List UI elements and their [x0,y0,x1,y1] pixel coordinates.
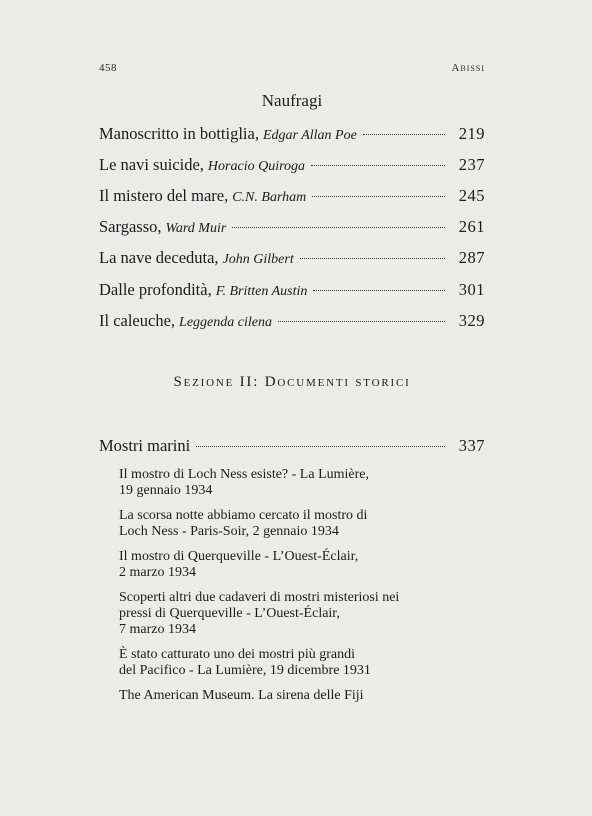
entry-title: Il caleuche, [99,311,176,330]
entry-title: Sargasso, [99,217,162,236]
section-title: Naufragi [261,91,323,110]
subentry-line: La scorsa notte abbiamo cercato il mostro di [119,508,368,523]
subentry [119,467,449,499]
subentry-line: 7 marzo 1934 [119,622,196,637]
dot-leader [196,446,445,447]
subentry [119,549,449,581]
subentry [119,647,449,679]
toc-entry [99,186,485,210]
entry-title: Le navi suicide, [99,155,204,174]
entry-author: Edgar Allan Poe [262,128,357,143]
subentry-line: Il mostro di Querqueville - L’Ouest-Éclair, [119,549,359,564]
entry-author: F. Britten Austin [215,284,308,299]
toc-entry [99,124,485,148]
entry-title: Mostri marini [99,436,191,455]
toc-entry [99,155,485,179]
subentry-line: Scoperti altri due cadaveri di mostri misteriosi nei [119,590,400,605]
dot-leader [363,134,445,135]
entry-author: Horacio Quiroga [207,159,306,174]
toc-entry-mostri [99,436,485,460]
subentry-line: Loch Ness - Paris-Soir, 2 gennaio 1934 [119,524,339,539]
entry-page: 245 [458,186,485,205]
subentry [119,590,449,638]
entry-page: 287 [458,248,485,267]
entry-page: 301 [458,280,485,299]
dot-leader [311,165,445,166]
toc-entry [99,248,485,272]
entry-title: La nave deceduta, [99,248,219,267]
entry-page: 219 [458,124,485,143]
entry-author: John Gilbert [222,252,294,267]
entry-title: Dalle profondità, [99,280,212,299]
dot-leader [278,321,445,322]
entry-title: Manoscritto in bottiglia, [99,124,259,143]
dot-leader [313,290,445,291]
entry-author: Leggenda cilena [179,315,272,330]
entry-page: 261 [458,217,485,236]
running-title: Abissi [451,62,485,74]
dot-leader [232,227,445,228]
part-heading: Sezione II: Documenti storici [173,374,411,390]
subentry-line: pressi di Querqueville - L’Ouest-Éclair, [119,606,340,621]
entry-author: C.N. Barham [232,190,307,205]
subentry [119,508,449,540]
entry-title: Il mistero del mare, [99,186,229,205]
dot-leader [300,258,445,259]
entry-page: 237 [458,155,485,174]
page-number: 458 [99,62,117,74]
toc-entry [99,280,485,304]
entry-author: Ward Muir [165,221,227,236]
entry-page: 329 [458,311,485,330]
toc-entry [99,311,485,335]
subentry-line: È stato catturato uno dei mostri più grandi [119,647,356,662]
subentry-line: 2 marzo 1934 [119,565,196,580]
subentry-line: 19 gennaio 1934 [119,483,213,498]
subentry-line: del Pacifico - La Lumière, 19 dicembre 1931 [119,663,371,678]
subentry-line: Il mostro di Loch Ness esiste? - La Lumière, [119,467,369,482]
entry-page: 337 [458,436,485,455]
dot-leader [312,196,445,197]
subentry [119,688,449,704]
toc-entry [99,217,485,241]
subentry-line: The American Museum. La sirena delle Fiji [119,688,364,703]
